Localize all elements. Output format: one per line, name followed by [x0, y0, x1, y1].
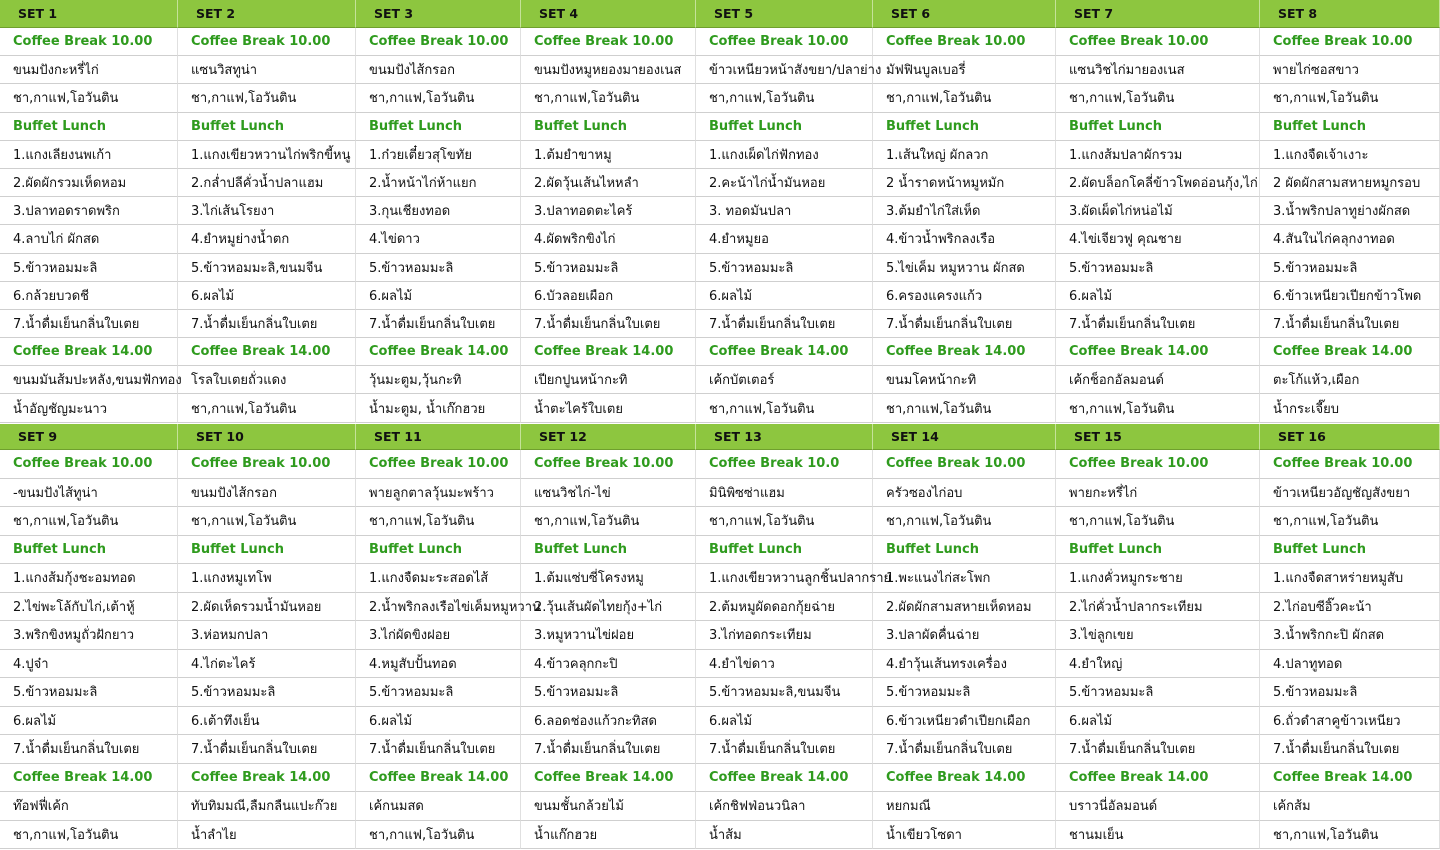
set-header: SET 12 — [521, 424, 696, 450]
menu-item: 4.ลาบไก่ ผักสด — [0, 225, 178, 253]
section-label: Buffet Lunch — [521, 536, 696, 565]
menu-item: 6.ผลไม้ — [356, 707, 521, 736]
menu-item: 6.ข้าวเหนียวเปียกข้าวโพด — [1260, 282, 1440, 310]
menu-item: ชา,กาแฟ,โอวันติน — [696, 394, 873, 422]
section-label: Coffee Break 10.00 — [1260, 28, 1440, 56]
menu-item: 3.กุนเชียงทอด — [356, 197, 521, 225]
menu-item: ชา,กาแฟ,โอวันติน — [873, 84, 1056, 112]
menu-item: 4.ผัดพริกขิงไก่ — [521, 225, 696, 253]
section-label: Coffee Break 14.00 — [1260, 764, 1440, 793]
menu-item: 2.น้ำพริกลงเรือไข่เค็มหมูหวาน — [356, 593, 521, 622]
menu-item: เค้กบัตเตอร์ — [696, 366, 873, 394]
section-label: Coffee Break 14.00 — [873, 338, 1056, 366]
menu-item: 1.แกงส้มปลาผักรวม — [1056, 141, 1260, 169]
menu-item: 4.หมูสับปั้นทอด — [356, 650, 521, 679]
menu-item: น้ำส้ม — [696, 821, 873, 850]
menu-item: 2 น้ำราดหน้าหมูหมัก — [873, 169, 1056, 197]
menu-item: ชา,กาแฟ,โอวันติน — [873, 394, 1056, 422]
section-label: Coffee Break 14.00 — [1260, 338, 1440, 366]
section-label: Buffet Lunch — [1260, 113, 1440, 141]
menu-item: แซนวิชไก่มายองเนส — [1056, 56, 1260, 84]
section-label: Coffee Break 10.00 — [0, 450, 178, 479]
menu-item: 6.เต้าทึงเย็น — [178, 707, 356, 736]
menu-item: 7.น้ำดื่มเย็นกลิ่นใบเตย — [696, 310, 873, 338]
menu-item: 3.ไก่เส้นโรยงา — [178, 197, 356, 225]
menu-item: 4.ข้าวคลุกกะปิ — [521, 650, 696, 679]
menu-item: ชา,กาแฟ,โอวันติน — [178, 84, 356, 112]
section-label: Coffee Break 14.00 — [1056, 338, 1260, 366]
section-label: Coffee Break 10.00 — [873, 450, 1056, 479]
menu-item: 1.แกงเลียงนพเก้า — [0, 141, 178, 169]
section-label: Coffee Break 14.00 — [0, 764, 178, 793]
menu-item: 3. ทอดมันปลา — [696, 197, 873, 225]
section-label: Coffee Break 14.00 — [521, 764, 696, 793]
menu-table-sets-1-8 — [0, 0, 1440, 424]
menu-item: 7.น้ำดื่มเย็นกลิ่นใบเตย — [521, 310, 696, 338]
menu-item: 6.ลอดช่องแก้วกะทิสด — [521, 707, 696, 736]
menu-item: 5.ข้าวหอมมะลิ — [696, 254, 873, 282]
section-label: Coffee Break 10.00 — [873, 28, 1056, 56]
menu-item: 1.ต้มยำขาหมู — [521, 141, 696, 169]
menu-item: 2.ผัดเห็ดรวมน้ำมันหอย — [178, 593, 356, 622]
menu-item: 3.ไก่ผัดขิงฝอย — [356, 621, 521, 650]
menu-item: เปียกปูนหน้ากะทิ — [521, 366, 696, 394]
section-label: Coffee Break 14.00 — [873, 764, 1056, 793]
menu-table-sets-9-16 — [0, 424, 1440, 850]
menu-item: ชา,กาแฟ,โอวันติน — [1260, 821, 1440, 850]
menu-item: 3.น้ำพริกปลาทูย่างผักสด — [1260, 197, 1440, 225]
menu-item: มินิพิซซ่าแฮม — [696, 479, 873, 508]
set-header: SET 5 — [696, 0, 873, 28]
menu-item: ชา,กาแฟ,โอวันติน — [178, 507, 356, 536]
section-label: Coffee Break 14.00 — [356, 338, 521, 366]
menu-item: ขนมปังไส้กรอก — [356, 56, 521, 84]
menu-item: เค้กส้ม — [1260, 792, 1440, 821]
menu-item: 7.น้ำดื่มเย็นกลิ่นใบเตย — [1260, 310, 1440, 338]
menu-item: ชา,กาแฟ,โอวันติน — [0, 507, 178, 536]
menu-item: 7.น้ำดื่มเย็นกลิ่นใบเตย — [696, 735, 873, 764]
section-label: Coffee Break 14.00 — [178, 338, 356, 366]
section-label: Coffee Break 14.00 — [1056, 764, 1260, 793]
section-label: Coffee Break 10.00 — [1260, 450, 1440, 479]
menu-item: 7.น้ำดื่มเย็นกลิ่นใบเตย — [178, 735, 356, 764]
menu-item: 5.ไข่เค็ม หมูหวาน ผักสด — [873, 254, 1056, 282]
section-label: Coffee Break 10.0 — [696, 450, 873, 479]
menu-item: เค้กช็อกอัลมอนด์ — [1056, 366, 1260, 394]
menu-item: 3.ปลาทอดตะไคร้ — [521, 197, 696, 225]
menu-item: น้ำมะตูม, น้ำเก๊กฮวย — [356, 394, 521, 422]
menu-item: 5.ข้าวหอมมะลิ,ขนมจีน — [178, 254, 356, 282]
section-label: Coffee Break 14.00 — [356, 764, 521, 793]
menu-item: มัฟฟินบูลเบอรี่ — [873, 56, 1056, 84]
section-label: Buffet Lunch — [1056, 536, 1260, 565]
menu-item: 4.ปลาทูทอด — [1260, 650, 1440, 679]
set-header: SET 9 — [0, 424, 178, 450]
menu-item: 4.ยำใหญ่ — [1056, 650, 1260, 679]
menu-item: 7.น้ำดื่มเย็นกลิ่นใบเตย — [1056, 735, 1260, 764]
menu-item: เค้กชิฟฟ่อนวนิลา — [696, 792, 873, 821]
menu-item: 5.ข้าวหอมมะลิ — [873, 678, 1056, 707]
menu-item: 1.แกงเขียวหวานลูกชิ้นปลากราย — [696, 564, 873, 593]
menu-item: 4.ยำหมูยอ — [696, 225, 873, 253]
menu-item: 3.ผัดเผ็ดไก่หน่อไม้ — [1056, 197, 1260, 225]
menu-item: 4.ไข่ดาว — [356, 225, 521, 253]
section-label: Buffet Lunch — [696, 536, 873, 565]
menu-item: ชา,กาแฟ,โอวันติน — [356, 821, 521, 850]
section-label: Buffet Lunch — [356, 113, 521, 141]
menu-item: ชา,กาแฟ,โอวันติน — [356, 84, 521, 112]
section-label: Coffee Break 14.00 — [696, 764, 873, 793]
set-header: SET 11 — [356, 424, 521, 450]
menu-item: 1.ต้มแซ่บซี่โครงหมู — [521, 564, 696, 593]
menu-item: 3.น้ำพริกกะปิ ผักสด — [1260, 621, 1440, 650]
menu-item: ขนมชั้นกล้วยไม้ — [521, 792, 696, 821]
menu-item: 1.พะแนงไก่สะโพก — [873, 564, 1056, 593]
menu-item: ขนมปังหมูหยองมายองเนส — [521, 56, 696, 84]
section-label: Coffee Break 14.00 — [521, 338, 696, 366]
menu-item: เค้กนมสด — [356, 792, 521, 821]
menu-item: 2.ไข่พะโล้กับไก่,เต้าหู้ — [0, 593, 178, 622]
menu-item: ชา,กาแฟ,โอวันติน — [0, 84, 178, 112]
section-label: Coffee Break 10.00 — [1056, 450, 1260, 479]
menu-item: 6.ผลไม้ — [356, 282, 521, 310]
menu-item: 1.แกงเผ็ดไก่ฟักทอง — [696, 141, 873, 169]
set-header: SET 3 — [356, 0, 521, 28]
menu-item: 6.ผลไม้ — [696, 707, 873, 736]
menu-item: ชา,กาแฟ,โอวันติน — [1260, 84, 1440, 112]
menu-item: ตะโก้แห้ว,เผือก — [1260, 366, 1440, 394]
section-label: Buffet Lunch — [873, 113, 1056, 141]
menu-item: ขนมปังกะหรี่ไก่ — [0, 56, 178, 84]
menu-item: 7.น้ำดื่มเย็นกลิ่นใบเตย — [1056, 310, 1260, 338]
menu-item: 6.ผลไม้ — [696, 282, 873, 310]
menu-item: 7.น้ำดื่มเย็นกลิ่นใบเตย — [873, 735, 1056, 764]
section-label: Coffee Break 10.00 — [521, 450, 696, 479]
menu-item: 2.ผัดผักสามสหายเห็ดหอม — [873, 593, 1056, 622]
menu-item: 6.ผลไม้ — [178, 282, 356, 310]
set-header: SET 7 — [1056, 0, 1260, 28]
section-label: Coffee Break 10.00 — [178, 450, 356, 479]
menu-item: 1.แกงคั่วหมูกระชาย — [1056, 564, 1260, 593]
menu-item: 2.ผัดบล็อกโคลี่ข้าวโพดอ่อนกุ้ง,ไก่ — [1056, 169, 1260, 197]
set-header: SET 14 — [873, 424, 1056, 450]
menu-item: 4.ยำหมูย่างน้ำตก — [178, 225, 356, 253]
menu-item: ข้าวเหนียวอัญชัญสังขยา — [1260, 479, 1440, 508]
section-label: Buffet Lunch — [521, 113, 696, 141]
section-label: Buffet Lunch — [1056, 113, 1260, 141]
menu-item: ข้าวเหนียวหน้าสังขยา/ปลาย่าง — [696, 56, 873, 84]
menu-item: 5.ข้าวหอมมะลิ — [1260, 254, 1440, 282]
set-header: SET 15 — [1056, 424, 1260, 450]
menu-item: 4.ยำวุ้นเส้นทรงเครื่อง — [873, 650, 1056, 679]
menu-item: 3.ปลาทอดราดพริก — [0, 197, 178, 225]
menu-item: 4.สันในไก่คลุกงาทอด — [1260, 225, 1440, 253]
menu-item: 1.แกงจืดมะระสอดไส้ — [356, 564, 521, 593]
menu-item: 3.ไก่ทอดกระเทียม — [696, 621, 873, 650]
menu-item: 2 ผัดผักสามสหายหมูกรอบ — [1260, 169, 1440, 197]
menu-item: -ขนมปังไส้ทูน่า — [0, 479, 178, 508]
menu-item: 5.ข้าวหอมมะลิ — [356, 678, 521, 707]
menu-item: 7.น้ำดื่มเย็นกลิ่นใบเตย — [0, 735, 178, 764]
menu-item: ชา,กาแฟ,โอวันติน — [178, 394, 356, 422]
menu-item: น้ำอัญชัญมะนาว — [0, 394, 178, 422]
menu-item: ชา,กาแฟ,โอวันติน — [1056, 84, 1260, 112]
menu-item: 6.ผลไม้ — [1056, 707, 1260, 736]
menu-item: 3.หมูหวานไข่ฝอย — [521, 621, 696, 650]
menu-item: 1.แกงเขียวหวานไก่พริกขี้หนู — [178, 141, 356, 169]
menu-item: 7.น้ำดื่มเย็นกลิ่นใบเตย — [356, 310, 521, 338]
menu-item: บราวนี่อัลมอนด์ — [1056, 792, 1260, 821]
menu-item: 2.คะน้าไก่น้ำมันหอย — [696, 169, 873, 197]
menu-item: ชา,กาแฟ,โอวันติน — [696, 507, 873, 536]
menu-item: 2.ไก่อบซีอิ๊วคะน้า — [1260, 593, 1440, 622]
section-label: Buffet Lunch — [0, 536, 178, 565]
menu-item: 2.ผัดวุ้นเส้นไหหลำ — [521, 169, 696, 197]
menu-item: 4.ไข่เจียวฟู คุณชาย — [1056, 225, 1260, 253]
menu-item: ทับทิมมณี,ลืมกลืนแปะก๊วย — [178, 792, 356, 821]
menu-item: น้ำตะไคร้ใบเตย — [521, 394, 696, 422]
menu-item: 2.กล่ำปลีคั่วน้ำปลาแฮม — [178, 169, 356, 197]
menu-item: น้ำเขียวโซดา — [873, 821, 1056, 850]
menu-item: น้ำแก๊กฮวย — [521, 821, 696, 850]
menu-item: หยกมณี — [873, 792, 1056, 821]
menu-item: ขนมโคหน้ากะทิ — [873, 366, 1056, 394]
menu-item: 4.ไก่ตะไคร้ — [178, 650, 356, 679]
menu-item: ชา,กาแฟ,โอวันติน — [696, 84, 873, 112]
menu-item: ชา,กาแฟ,โอวันติน — [356, 507, 521, 536]
menu-item: 7.น้ำดื่มเย็นกลิ่นใบเตย — [0, 310, 178, 338]
menu-item: 6.บัวลอยเผือก — [521, 282, 696, 310]
set-header: SET 6 — [873, 0, 1056, 28]
section-label: Buffet Lunch — [873, 536, 1056, 565]
menu-item: ขนมปังไส้กรอก — [178, 479, 356, 508]
set-header: SET 2 — [178, 0, 356, 28]
menu-item: โรลใบเตยถั่วแดง — [178, 366, 356, 394]
menu-item: 5.ข้าวหอมมะลิ — [1056, 678, 1260, 707]
menu-item: 5.ข้าวหอมมะลิ,ขนมจีน — [696, 678, 873, 707]
menu-item: 5.ข้าวหอมมะลิ — [178, 678, 356, 707]
section-label: Coffee Break 10.00 — [356, 28, 521, 56]
section-label: Coffee Break 10.00 — [356, 450, 521, 479]
set-header: SET 8 — [1260, 0, 1440, 28]
section-label: Coffee Break 10.00 — [1056, 28, 1260, 56]
menu-item: 1.ก๋วยเตี๋ยวสุโขทัย — [356, 141, 521, 169]
menu-item: ชา,กาแฟ,โอวันติน — [1056, 507, 1260, 536]
section-label: Coffee Break 14.00 — [696, 338, 873, 366]
section-label: Buffet Lunch — [1260, 536, 1440, 565]
menu-item: พายกะหรี่ไก่ — [1056, 479, 1260, 508]
menu-item: 1.แกงหมูเทโพ — [178, 564, 356, 593]
menu-item: แซนวิชไก่-ไข่ — [521, 479, 696, 508]
menu-item: 7.น้ำดื่มเย็นกลิ่นใบเตย — [356, 735, 521, 764]
set-header: SET 1 — [0, 0, 178, 28]
section-label: Buffet Lunch — [178, 536, 356, 565]
menu-item: 5.ข้าวหอมมะลิ — [1056, 254, 1260, 282]
menu-item: 5.ข้าวหอมมะลิ — [0, 678, 178, 707]
menu-item: ขนมมันส้มปะหลัง,ขนมฟักทอง — [0, 366, 178, 394]
set-header: SET 4 — [521, 0, 696, 28]
menu-item: พายลูกตาลวุ้นมะพร้าว — [356, 479, 521, 508]
menu-item: 2.วุ้นเส้นผัดไทยกุ้ง+ไก่ — [521, 593, 696, 622]
menu-item: 1.เส้นใหญ่ ผักลวก — [873, 141, 1056, 169]
menu-item: 2.ไก่คั่วน้ำปลากระเทียม — [1056, 593, 1260, 622]
section-label: Coffee Break 10.00 — [521, 28, 696, 56]
menu-item: 4.ข้าวน้ำพริกลงเรือ — [873, 225, 1056, 253]
section-label: Coffee Break 10.00 — [696, 28, 873, 56]
section-label: Coffee Break 10.00 — [0, 28, 178, 56]
set-header: SET 13 — [696, 424, 873, 450]
menu-item: 3.ปลาผัดคื่นฉ่าย — [873, 621, 1056, 650]
menu-item: 6.ข้าวเหนียวดำเปียกเผือก — [873, 707, 1056, 736]
section-label: Buffet Lunch — [0, 113, 178, 141]
menu-item: แซนวิสทูน่า — [178, 56, 356, 84]
menu-item: 5.ข้าวหอมมะลิ — [1260, 678, 1440, 707]
set-header: SET 10 — [178, 424, 356, 450]
menu-item: 5.ข้าวหอมมะลิ — [521, 678, 696, 707]
menu-item: 1.แกงส้มกุ้งชะอมทอด — [0, 564, 178, 593]
menu-item: 2.ต้มหมูผัดดอกกุ้ยฉ่าย — [696, 593, 873, 622]
menu-item: 7.น้ำดื่มเย็นกลิ่นใบเตย — [521, 735, 696, 764]
menu-item: น้ำลำไย — [178, 821, 356, 850]
menu-item: น้ำกระเจี๊ยบ — [1260, 394, 1440, 422]
menu-item: พายไก่ซอสขาว — [1260, 56, 1440, 84]
menu-item: ชา,กาแฟ,โอวันติน — [521, 507, 696, 536]
section-label: Buffet Lunch — [696, 113, 873, 141]
menu-item: 1.แกงจืดเจ้าเงาะ — [1260, 141, 1440, 169]
menu-item: 7.น้ำดื่มเย็นกลิ่นใบเตย — [1260, 735, 1440, 764]
menu-item: 6.ครองแครงแก้ว — [873, 282, 1056, 310]
menu-item: 5.ข้าวหอมมะลิ — [521, 254, 696, 282]
menu-item: ชา,กาแฟ,โอวันติน — [873, 507, 1056, 536]
menu-item: ชา,กาแฟ,โอวันติน — [1056, 394, 1260, 422]
menu-item: 3.ต้มยำไก่ใส่เห็ด — [873, 197, 1056, 225]
set-header: SET 16 — [1260, 424, 1440, 450]
menu-item: ชา,กาแฟ,โอวันติน — [1260, 507, 1440, 536]
section-label: Coffee Break 14.00 — [0, 338, 178, 366]
menu-item: 3.พริกขิงหมูถั่วฝักยาว — [0, 621, 178, 650]
menu-item: 6.ถั่วดำสาคูข้าวเหนียว — [1260, 707, 1440, 736]
menu-item: 2.ผัดผักรวมเห็ดหอม — [0, 169, 178, 197]
section-label: Coffee Break 14.00 — [178, 764, 356, 793]
menu-item: 7.น้ำดื่มเย็นกลิ่นใบเตย — [873, 310, 1056, 338]
menu-item: 5.ข้าวหอมมะลิ — [356, 254, 521, 282]
section-label: Buffet Lunch — [356, 536, 521, 565]
menu-item: 4.ยำไข่ดาว — [696, 650, 873, 679]
menu-item: 1.แกงจืดสาหร่ายหมูสับ — [1260, 564, 1440, 593]
menu-item: ครัวซองไก่อบ — [873, 479, 1056, 508]
menu-item: 4.ปูจ๋า — [0, 650, 178, 679]
menu-item: ชา,กาแฟ,โอวันติน — [0, 821, 178, 850]
menu-item: ท๊อฟฟี่เค้ก — [0, 792, 178, 821]
menu-item: 5.ข้าวหอมมะลิ — [0, 254, 178, 282]
menu-item: 6.ผลไม้ — [0, 707, 178, 736]
menu-item: 2.น้ำหน้าไก่ห้าแยก — [356, 169, 521, 197]
menu-item: ชา,กาแฟ,โอวันติน — [521, 84, 696, 112]
section-label: Coffee Break 10.00 — [178, 28, 356, 56]
menu-item: วุ้นมะตูม,วุ้นกะทิ — [356, 366, 521, 394]
menu-item: 6.ผลไม้ — [1056, 282, 1260, 310]
menu-item: 6.กล้วยบวดชี — [0, 282, 178, 310]
menu-item: 3.ไข่ลูกเขย — [1056, 621, 1260, 650]
section-label: Buffet Lunch — [178, 113, 356, 141]
menu-item: 3.ห่อหมกปลา — [178, 621, 356, 650]
menu-item: 7.น้ำดื่มเย็นกลิ่นใบเตย — [178, 310, 356, 338]
menu-item: ชานมเย็น — [1056, 821, 1260, 850]
